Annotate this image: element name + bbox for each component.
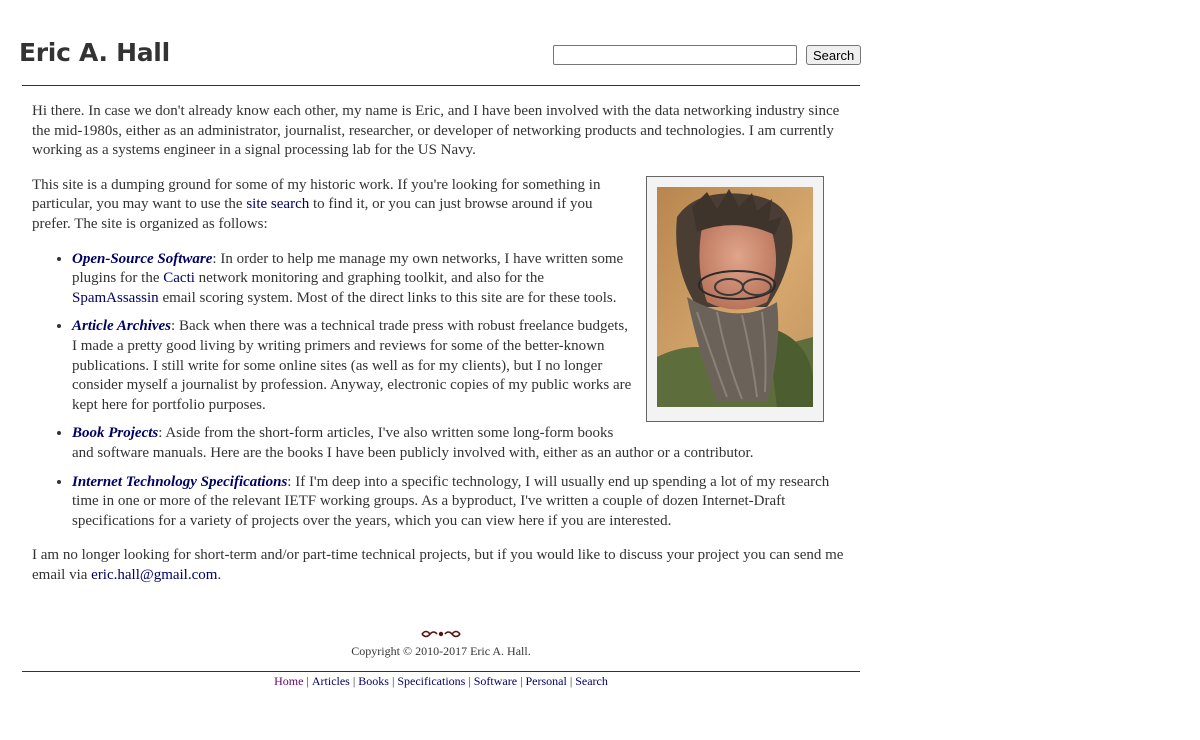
footer-link-search[interactable]: Search bbox=[575, 674, 608, 688]
footer-link-software[interactable]: Software bbox=[473, 674, 518, 688]
spamassassin-link[interactable]: SpamAssassin bbox=[72, 289, 159, 306]
intro-paragraph: Hi there. In case we don't already know each other, my name is Eric, and I have been involved with the data networking industry since the mid-1980s, either as an administrator, journalist, researcher, or developer of networking products and technologies. I am currently working as a systems engineer in a signal processing lab for the US Navy. bbox=[32, 103, 840, 159]
copyright-notice: Copyright © 2010-2017 Eric A. Hall. bbox=[351, 644, 531, 658]
footer-link-personal[interactable]: Personal bbox=[525, 674, 567, 688]
book-projects-link[interactable]: Book Projects bbox=[72, 425, 159, 442]
search-form bbox=[553, 45, 861, 65]
ornament-divider-icon bbox=[420, 628, 462, 640]
open-source-software-link[interactable]: Open-Source Software bbox=[72, 250, 213, 267]
site-search-link[interactable]: site search bbox=[246, 196, 310, 213]
separator: | bbox=[391, 674, 395, 688]
portrait-photo bbox=[646, 176, 824, 422]
footer-link-specifications[interactable]: Specifications bbox=[397, 674, 466, 688]
closing-paragraph: I am no longer looking for short-term and/or part-time technical projects, but if you would like to discuss your project you can send me email via eric.hall@gmail.com. bbox=[32, 547, 844, 583]
list-item-specifications: • Internet Technology Specifications: If I'm deep into a specific technology, I will usually end up spending a lot of my research time in one or more of the relevant IETF working groups. As a byproduct, I've written a couple of dozen Internet-Draft specifications for a variety of projects over the years, which you can view here if you are interested. bbox=[72, 473, 850, 532]
separator: | bbox=[306, 674, 309, 688]
search-button[interactable]: Search bbox=[806, 45, 861, 65]
search-input[interactable] bbox=[553, 45, 797, 65]
list-item-books: • Book Projects: Aside from the short-form articles, I've also written some long-form books and software manuals. Here are the books I have been publicly involved with, either as an author or a contributor. bbox=[72, 424, 850, 463]
list-item-articles: • Article Archives: Back when there was a technical trade press with robust freelance budgets, I made a pretty good living by writing primers and reviews for some of the better-known publications. I still write for some online sites (as well as for my clients), but I no longer consider myself a journalist by profession. Anyway, electronic copies of my public works are kept here for portfolio purposes. bbox=[72, 317, 850, 415]
footer-link-books[interactable]: Books bbox=[358, 674, 389, 688]
article-archives-link[interactable]: Article Archives bbox=[72, 318, 172, 335]
internet-specifications-link[interactable]: Internet Technology Specifications bbox=[72, 473, 288, 490]
footer-link-home[interactable]: Home bbox=[274, 674, 304, 688]
header-divider bbox=[22, 85, 860, 86]
separator: | bbox=[468, 674, 471, 688]
site-title: Eric A. Hall bbox=[19, 38, 170, 67]
footer-link-articles[interactable]: Articles bbox=[311, 674, 350, 688]
list-item-software: • Open-Source Software: In order to help me manage my own networks, I have written some plugins for the Cacti network monitoring and graphing toolkit, and also for the SpamAssassin email scoring system. Most of the direct links to this site are for these tools. bbox=[72, 250, 850, 309]
separator: | bbox=[352, 674, 356, 688]
site-description-paragraph: This site is a dumping ground for some of my historic work. If you're looking for something in particular, you may want to use the site search to find it, or you can just browse around if you prefer. The site is organized as follows: bbox=[32, 176, 601, 232]
portrait-image bbox=[657, 187, 813, 407]
separator: | bbox=[520, 674, 523, 688]
email-link[interactable]: eric.hall@gmail.com bbox=[91, 566, 218, 583]
footer-nav bbox=[22, 674, 860, 689]
cacti-link[interactable]: Cacti bbox=[163, 270, 195, 287]
footer-divider bbox=[22, 671, 860, 672]
main-content bbox=[32, 102, 850, 600]
separator: | bbox=[569, 674, 573, 688]
